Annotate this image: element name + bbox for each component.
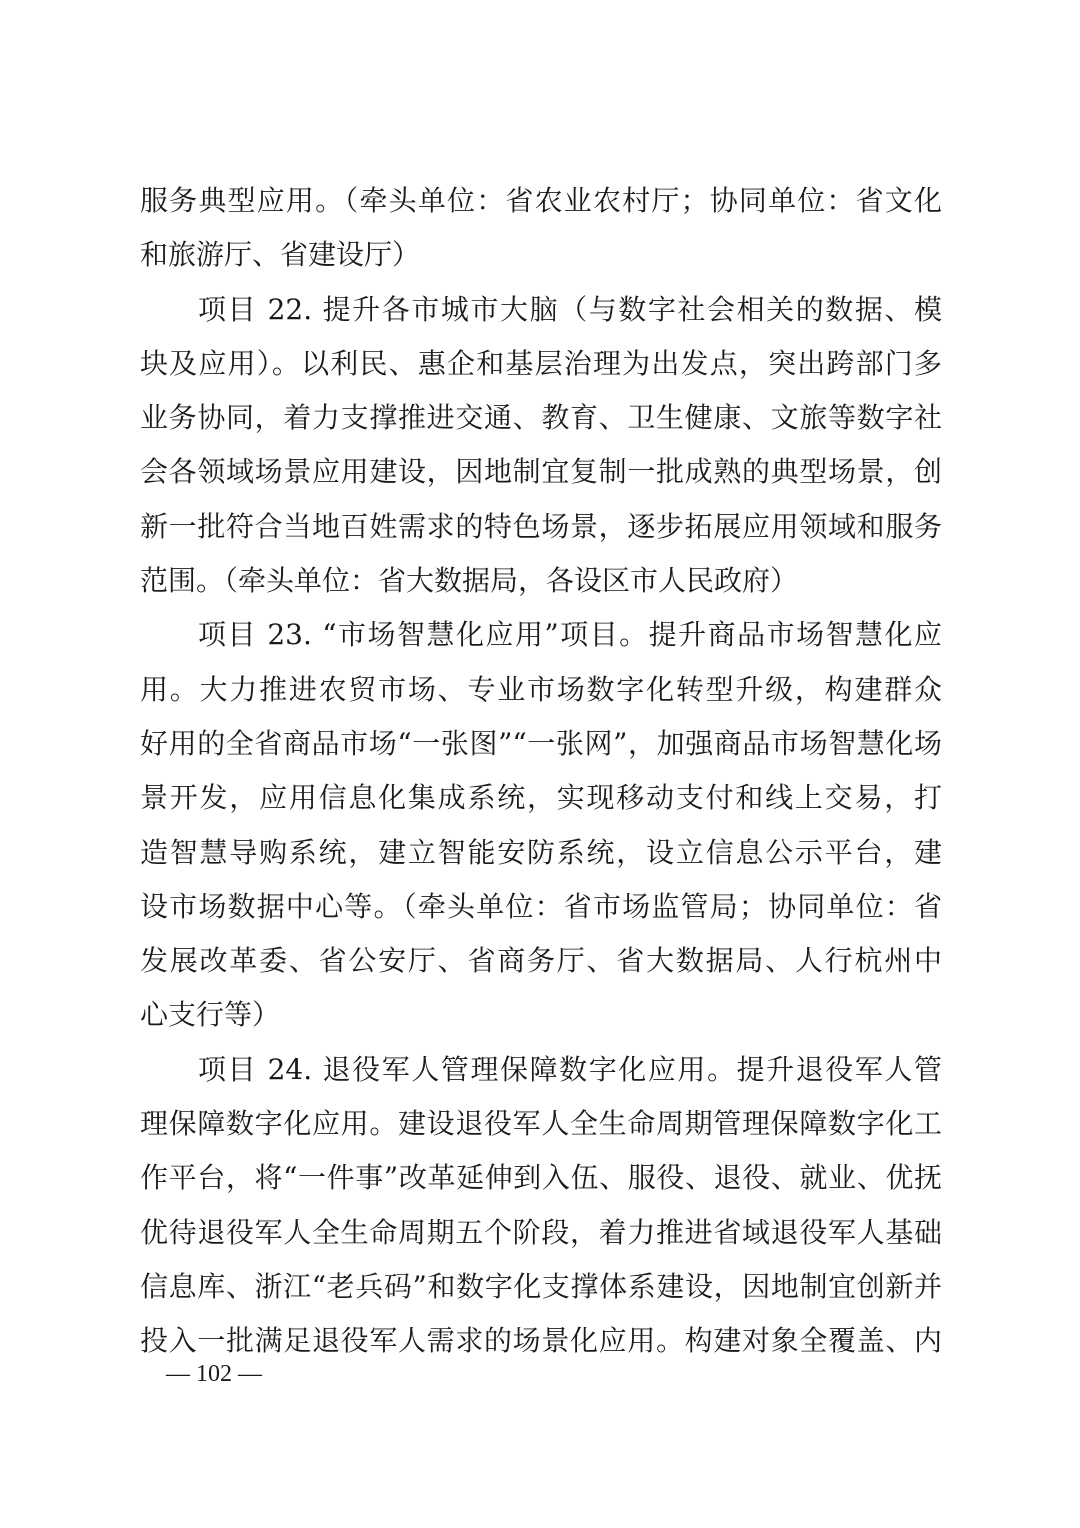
text-line: 新一批符合当地百姓需求的特色场景，逐步拓展应用领域和服务 bbox=[140, 509, 942, 543]
text-line: 发展改革委、省公安厅、省商务厅、省大数据局、人行杭州中 bbox=[140, 944, 942, 978]
text-line: 造智慧导购系统，建立智能安防系统，设立信息公示平台，建 bbox=[140, 835, 942, 869]
text-line: 范围。（牵头单位：省大数据局，各设区市人民政府） bbox=[140, 564, 799, 598]
text-line: 理保障数字化应用。建设退役军人全生命周期管理保障数字化工 bbox=[140, 1107, 942, 1141]
text-line: 用。大力推进农贸市场、专业市场数字化转型升级，构建群众 bbox=[140, 672, 942, 706]
text-line: 景开发，应用信息化集成系统，实现移动支付和线上交易，打 bbox=[140, 781, 942, 815]
text-line: 好用的全省商品市场“一张图”“一张网”，加强商品市场智慧化场 bbox=[140, 726, 942, 760]
page-number: — 102 — bbox=[166, 1361, 262, 1387]
text-line: 服务典型应用。（牵头单位：省农业农村厅；协同单位：省文化 bbox=[140, 184, 942, 217]
text-line: 项目 24. 退役军人管理保障数字化应用。提升退役军人管 bbox=[198, 1052, 942, 1086]
text-line: 块及应用）。以利民、惠企和基层治理为出发点，突出跨部门多 bbox=[140, 346, 942, 380]
text-line: 投入一批满足退役军人需求的场景化应用。构建对象全覆盖、内 bbox=[140, 1324, 942, 1358]
text-line: 项目 22. 提升各市城市大脑（与数字社会相关的数据、模 bbox=[198, 292, 942, 326]
text-line: 心支行等） bbox=[140, 998, 281, 1032]
text-line: 作平台，将“一件事”改革延伸到入伍、服役、退役、就业、优抚 bbox=[140, 1161, 942, 1195]
text-line: 设市场数据中心等。（牵头单位：省市场监管局；协同单位：省 bbox=[140, 889, 942, 923]
text-line: 业务协同，着力支撑推进交通、教育、卫生健康、文旅等数字社 bbox=[140, 401, 942, 435]
body-text bbox=[140, 174, 942, 1369]
text-line: 和旅游厅、省建设厅） bbox=[140, 238, 421, 272]
text-line: 信息库、浙江“老兵码”和数字化支撑体系建设，因地制宜创新并 bbox=[140, 1269, 942, 1303]
text-line: 会各领域场景应用建设，因地制宜复制一批成熟的典型场景，创 bbox=[140, 455, 942, 489]
text-line: 优待退役军人全生命周期五个阶段，着力推进省域退役军人基础 bbox=[140, 1215, 942, 1249]
text-line: 项目 23. “市场智慧化应用”项目。提升商品市场智慧化应 bbox=[198, 618, 942, 652]
